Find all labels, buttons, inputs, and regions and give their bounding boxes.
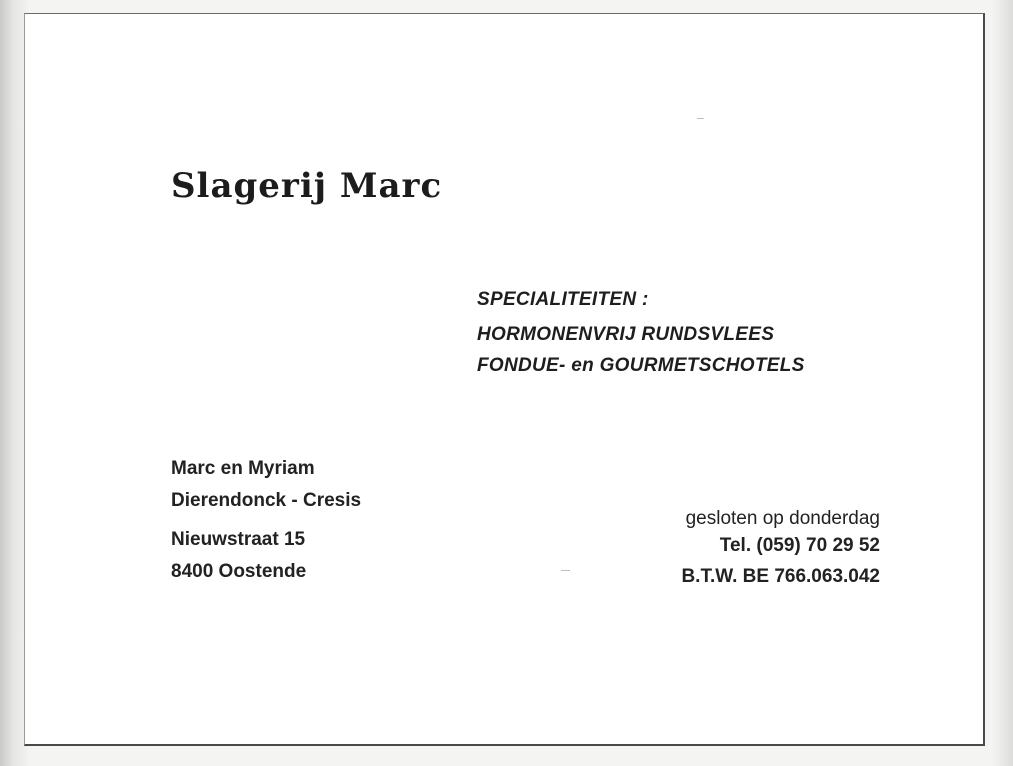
- address-street: Nieuwstraat 15: [171, 529, 306, 550]
- owner-address-block: [171, 458, 361, 583]
- paper-speck: [697, 118, 704, 119]
- address-city: 8400 Oostende: [171, 561, 307, 582]
- paper-speck: [561, 570, 570, 571]
- phone-number: Tel. (059) 70 29 52: [719, 535, 880, 556]
- page-right-edge: [991, 0, 1013, 766]
- specialty-item: FONDUE- en GOURMETSCHOTELS: [477, 355, 805, 376]
- vat-number: B.T.W. BE 766.063.042: [681, 566, 880, 587]
- closing-day-note: gesloten op donderdag: [685, 508, 880, 529]
- owner-surname: Dierendonck - Cresis: [171, 490, 362, 511]
- owner-names: Marc en Myriam: [171, 458, 315, 479]
- contact-block: [681, 508, 880, 588]
- business-card: [24, 13, 985, 746]
- specialties-heading: SPECIALITEITEN :: [477, 289, 649, 310]
- specialties-block: [477, 289, 805, 386]
- specialty-item: HORMONENVRIJ RUNDSVLEES: [477, 324, 775, 345]
- shop-name: Slagerij Marc: [171, 166, 443, 206]
